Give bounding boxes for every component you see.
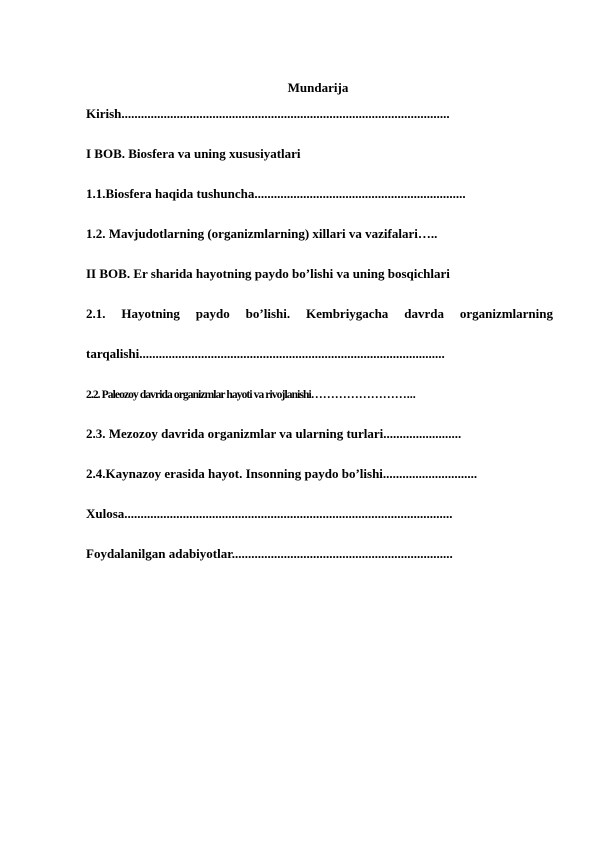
toc-entry-1-1: 1.1.Biosfera haqida tushuncha................................................................. [86, 186, 466, 201]
toc-entry-chapter-2: II BOB. Er sharida hayotning paydo bo’lishi va uning bosqichlari [86, 266, 450, 281]
toc-entry-2-4: 2.4.Kaynazoy erasida hayot. Insonning paydo bo’lishi............................. [86, 466, 478, 481]
toc-title: Mundarija [287, 80, 349, 95]
toc-entry-kirish: Kirish..................................................................................................... [86, 106, 450, 121]
toc-entry-chapter-1: I BOB. Biosfera va uning xususiyatlari [86, 146, 301, 161]
toc-entry-2-2-text: 2.2. Paleozoy davrida organizmlar hayoti va rivojlanishi [86, 389, 311, 401]
toc-entry-1-2: 1.2. Mavjudotlarning (organizmlarning) xillari va vazifalari….. [86, 226, 438, 241]
toc-entry-2-2-dots: ……………………... [310, 387, 416, 401]
toc-entry-2-1: 2.1. Hayotning paydo bo’lishi. Kembriygacha davrda organizmlarning [86, 306, 553, 321]
toc-entry-2-2 [86, 386, 416, 403]
toc-entry-2-1-continued: tarqalishi.............................................................................................. [86, 346, 445, 361]
toc-entry-references: Foydalanilgan adabiyotlar.................................................................... [86, 546, 453, 561]
toc-entry-2-3: 2.3. Mezozoy davrida organizmlar va ularning turlari........................ [86, 426, 462, 441]
toc-entry-xulosa: Xulosa..................................................................................................... [86, 506, 453, 521]
